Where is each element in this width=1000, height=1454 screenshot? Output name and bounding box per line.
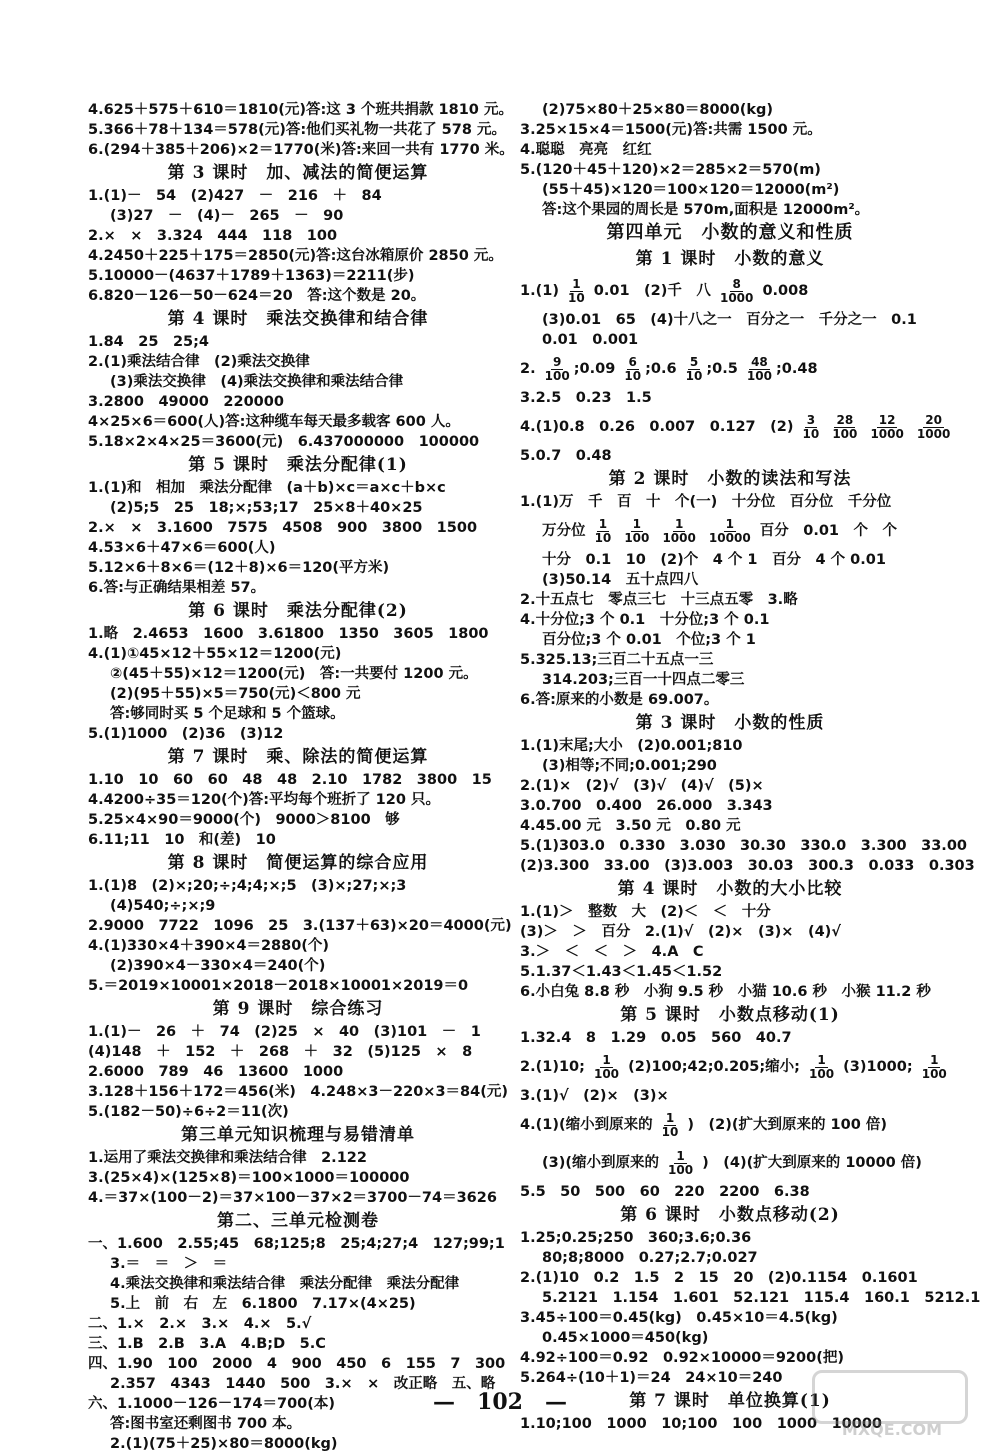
fraction-denominator: 100 bbox=[624, 530, 650, 545]
text-line: 5.18×2×4×25＝3600(元) 6.437000000 100000 bbox=[88, 434, 480, 450]
text-line: 4.625＋575＋610＝1810(元)答:这 3 个班共捐款 1810 元。 bbox=[88, 102, 513, 118]
text-line: 六、1.1000－126－174＝700(本) bbox=[88, 1396, 336, 1412]
text-line: 4.45.00 元 3.50 元 0.80 元 bbox=[520, 818, 741, 834]
fraction bbox=[807, 1054, 836, 1081]
text-line: 3.＝ ＝ ＞ ＝ bbox=[110, 1256, 228, 1272]
fraction-numerator: 1 bbox=[572, 276, 581, 291]
text-line: 2.(1)× (2)√ (3)√ (4)√ (5)× bbox=[520, 778, 764, 794]
text-line: 3.(25×4)×(125×8)＝100×1000＝100000 bbox=[88, 1170, 410, 1186]
section-heading: 第 4 课时 小数的大小比较 bbox=[617, 879, 843, 899]
unit-heading: 第四单元 小数的意义和性质 bbox=[606, 222, 854, 243]
text-line: (55＋45)×120＝100×120＝12000(m²) bbox=[542, 182, 840, 198]
text-line: 四、1.90 100 2000 4 900 450 6 155 7 300 bbox=[88, 1356, 506, 1372]
fraction bbox=[566, 278, 587, 305]
text-line: 1.略 2.4653 1600 3.61800 1350 3605 1800 bbox=[88, 626, 489, 642]
fraction-denominator: 100 bbox=[832, 426, 858, 441]
text-line bbox=[520, 1106, 940, 1144]
text-span: (3)(缩小到原来的 bbox=[542, 1155, 659, 1171]
section-heading: 第 4 课时 乘法交换律和结合律 bbox=[167, 309, 429, 329]
fraction-numerator: 1 bbox=[725, 516, 734, 531]
section-heading: 第 6 课时 小数点移动(2) bbox=[620, 1205, 840, 1225]
section-heading: 第 7 课时 乘、除法的简便运算 bbox=[167, 747, 429, 767]
text-line: (3)乘法交换律 (4)乘法交换律和乘法结合律 bbox=[110, 374, 404, 390]
text-span: (2)100;42;0.205;缩小; bbox=[628, 1059, 800, 1075]
fraction-numerator: 1 bbox=[598, 516, 608, 531]
fraction bbox=[543, 356, 572, 383]
text-line: 5.5 50 500 60 220 2200 6.38 bbox=[520, 1184, 810, 1200]
section-heading: 第 5 课时 乘法分配律(1) bbox=[188, 455, 408, 475]
left-column bbox=[88, 100, 514, 1454]
text-line: 4.(1)330×4＋390×4＝2880(个) bbox=[88, 938, 330, 954]
fraction bbox=[660, 1112, 681, 1139]
text-span: 2.(1)10; bbox=[520, 1059, 585, 1075]
text-line: 1.(1)末尾;大小 (2)0.001;810 bbox=[520, 738, 743, 754]
text-span: 万分位 bbox=[542, 523, 586, 539]
section-heading: 第二、三单元检测卷 bbox=[217, 1211, 379, 1231]
fraction bbox=[830, 414, 859, 441]
fraction-numerator: 48 bbox=[751, 354, 768, 369]
text-line: (3)50.14 五十点四八 bbox=[542, 572, 699, 588]
text-line: 5.2121 1.154 1.601 52.121 115.4 160.1 5212.1 bbox=[542, 1290, 981, 1306]
text-line: (3)相等;不同;0.001;290 bbox=[542, 758, 717, 774]
text-line: 3.45÷100＝0.45(kg) 0.45×10＝4.5(kg) bbox=[520, 1310, 838, 1326]
text-line: 4.53×6＋47×6＝600(人) bbox=[88, 540, 276, 556]
text-span: ;0.48 bbox=[775, 361, 818, 377]
fraction-numerator: 3 bbox=[806, 412, 816, 427]
fraction bbox=[622, 356, 643, 383]
text-line: 6.小白兔 8.8 秒 小狗 9.5 秒 小猫 10.6 秒 小猴 11.2 秒 bbox=[520, 984, 931, 1000]
text-line: 5.(182－50)÷6÷2＝11(次) bbox=[88, 1104, 289, 1120]
text-line: (2)390×4－330×4＝240(个) bbox=[110, 958, 326, 974]
text-line: 5.(120＋45＋120)×2＝285×2＝570(m) bbox=[520, 162, 821, 178]
text-line: (2)5;5 25 18;×;53;17 25×8＋40×25 bbox=[110, 500, 423, 516]
text-line: 4.92÷100＝0.92 0.92×10000＝9200(把) bbox=[520, 1350, 844, 1366]
fraction-numerator: 6 bbox=[628, 354, 637, 369]
text-span: ;0.09 bbox=[573, 361, 616, 377]
text-line: 4.(1)①45×12＋55×12＝1200(元) bbox=[88, 646, 342, 662]
section-heading: 第 8 课时 简便运算的综合应用 bbox=[167, 853, 429, 873]
text-span: 百分 0.01 个 个 bbox=[759, 523, 898, 539]
fraction-numerator: 1 bbox=[674, 516, 684, 531]
section-heading: 第 5 课时 小数点移动(1) bbox=[620, 1005, 840, 1025]
fraction-denominator: 10 bbox=[568, 290, 585, 305]
fraction-numerator: 1 bbox=[665, 1110, 675, 1125]
text-line: 2.× × 3.324 444 118 100 bbox=[88, 228, 338, 244]
text-line: 2.× × 3.1600 7575 4508 900 3800 1500 bbox=[88, 520, 478, 536]
text-line: 二、1.× 2.× 3.× 4.× 5.√ bbox=[88, 1316, 312, 1332]
text-line: 80;8;8000 0.27;2.7;0.027 bbox=[542, 1250, 758, 1266]
fraction-numerator: 8 bbox=[732, 276, 741, 291]
text-line: (3)0.01 65 (4)十八之一 百分之一 千分之一 0.1 bbox=[542, 312, 917, 328]
text-line: 2.357 4343 1440 500 3.× × 改正略 五、略 bbox=[110, 1376, 496, 1392]
fraction-denominator: 100 bbox=[809, 1066, 835, 1081]
text-line: 1.10 10 60 60 48 48 2.10 1782 3800 15 bbox=[88, 772, 492, 788]
fraction-denominator: 10000 bbox=[708, 530, 751, 545]
fraction bbox=[666, 1150, 695, 1177]
text-line: 4.聪聪 亮亮 红红 bbox=[520, 142, 652, 158]
text-line: 5.25×4×90＝9000(个) 9000＞8100 够 bbox=[88, 812, 400, 828]
text-line bbox=[520, 350, 940, 388]
text-line: 5.12×6＋8×6＝(12＋8)×6＝120(平方米) bbox=[88, 560, 390, 576]
text-line: 1.10;100 1000 10;100 100 1000 10000 bbox=[520, 1416, 883, 1432]
fraction bbox=[707, 518, 753, 545]
page-number: — 102 — bbox=[433, 1389, 567, 1415]
fraction-denominator: 10 bbox=[685, 368, 703, 383]
text-span: ) (2)(扩大到原来的 100 倍) bbox=[687, 1117, 887, 1133]
text-line: 1.(1)－ 54 (2)427 － 216 ＋ 84 bbox=[88, 188, 382, 204]
text-line: 4.十分位;3 个 0.1 十分位;3 个 0.1 bbox=[520, 612, 770, 628]
text-line: (2)(95＋55)×5＝750(元)＜800 元 bbox=[110, 686, 361, 702]
fraction-denominator: 100 bbox=[593, 1066, 620, 1081]
fraction-denominator: 1000 bbox=[870, 426, 904, 441]
watermark-text: MXQE.COM bbox=[841, 1420, 943, 1439]
text-line: 5.上 前 右 左 6.1800 7.17×(4×25) bbox=[110, 1296, 416, 1312]
text-line: 1.(1)万 千 百 十 个(一) 十分位 百分位 千分位 bbox=[520, 494, 892, 510]
text-line: 2.6000 789 46 13600 1000 bbox=[88, 1064, 344, 1080]
text-line bbox=[520, 1144, 940, 1182]
text-line: (3)27 － (4)－ 265 － 90 bbox=[110, 208, 344, 224]
text-line: 0.45×1000＝450(kg) bbox=[542, 1330, 709, 1346]
fraction bbox=[622, 518, 651, 545]
text-line: 6.答:原来的小数是 69.007。 bbox=[520, 692, 719, 708]
text-line: 5.(1)303.0 0.330 3.030 30.30 330.0 3.300 33.00 bbox=[520, 838, 967, 854]
fraction-denominator: 10 bbox=[624, 368, 642, 383]
text-line: (2)75×80＋25×80＝8000(kg) bbox=[542, 102, 773, 118]
fraction-denominator: 1000 bbox=[662, 530, 696, 545]
section-heading: 第 3 课时 加、减法的简便运算 bbox=[167, 163, 429, 183]
text-line: 三、1.B 2.B 3.A 4.B;D 5.C bbox=[88, 1336, 326, 1352]
fraction-denominator: 100 bbox=[746, 368, 772, 383]
text-line: 1.84 25 25;4 bbox=[88, 334, 210, 350]
text-line: 1.(1)和 相加 乘法分配律 (a＋b)×c＝a×c＋b×c bbox=[88, 480, 446, 496]
text-line: 3.25×15×4＝1500(元)答:共需 1500 元。 bbox=[520, 122, 822, 138]
watermark-box bbox=[812, 1370, 968, 1424]
text-line: 4.4200÷35＝120(个)答:平均每个班折了 120 只。 bbox=[88, 792, 440, 808]
section-heading: 第 9 课时 综合练习 bbox=[212, 999, 384, 1019]
text-span: (3)1000; bbox=[843, 1059, 913, 1075]
text-line: 一、1.600 2.55;45 68;125;8 25;4;27;4 127;99;1 bbox=[88, 1236, 505, 1252]
fraction-denominator: 100 bbox=[668, 1162, 694, 1177]
text-line: (4)148 ＋ 152 ＋ 268 ＋ 32 (5)125 × 8 bbox=[88, 1044, 473, 1060]
text-line: 3.0.700 0.400 26.000 3.343 bbox=[520, 798, 773, 814]
text-line: (4)540;÷;×;9 bbox=[110, 898, 216, 914]
text-line: 答:图书室还剩图书 700 本。 bbox=[110, 1416, 302, 1432]
text-line: 5.10000－(4637＋1789＋1363)＝2211(步) bbox=[88, 268, 415, 284]
text-line: 2.(1)10 0.2 1.5 2 15 20 (2)0.1154 0.1601 bbox=[520, 1270, 918, 1286]
section-heading: 第 1 课时 小数的意义 bbox=[635, 249, 825, 269]
text-line: 1.32.4 8 1.29 0.05 560 40.7 bbox=[520, 1030, 792, 1046]
fraction bbox=[745, 356, 774, 383]
text-span: 1.(1) bbox=[520, 283, 559, 299]
fraction-numerator: 20 bbox=[925, 412, 942, 427]
fraction-denominator: 100 bbox=[921, 1066, 947, 1081]
text-line bbox=[520, 408, 951, 446]
fraction-denominator: 10 bbox=[802, 426, 820, 441]
text-line: 6.11;11 10 和(差) 10 bbox=[88, 832, 276, 848]
text-line: 3.2800 49000 220000 bbox=[88, 394, 284, 410]
text-line: 百分位;3 个 0.01 个位;3 个 1 bbox=[542, 632, 756, 648]
text-line: 6.820－126－50－624＝20 答:这个数是 20。 bbox=[88, 288, 426, 304]
text-line: ②(45＋55)×12＝1200(元) 答:一共要付 1200 元。 bbox=[110, 666, 478, 682]
fraction-denominator: 100 bbox=[544, 368, 570, 383]
fraction-numerator: 5 bbox=[689, 354, 699, 369]
text-line: 0.01 0.001 bbox=[542, 332, 639, 348]
text-line: 4.乘法交换律和乘法结合律 乘法分配律 乘法分配律 bbox=[110, 1276, 460, 1292]
fraction-denominator: 10 bbox=[661, 1124, 679, 1139]
fraction bbox=[718, 278, 755, 305]
text-line: 4×25×6＝600(人)答:这种缆车每天最多载客 600 人。 bbox=[88, 414, 460, 430]
text-span: 4.(1)(缩小到原来的 bbox=[520, 1117, 653, 1133]
section-heading: 第三单元知识梳理与易错清单 bbox=[181, 1125, 415, 1145]
text-line bbox=[520, 272, 940, 310]
text-line: 5.1.37＜1.43＜1.45＜1.52 bbox=[520, 964, 723, 980]
fraction bbox=[915, 414, 952, 441]
text-line: 5.325.13;三百二十五点一三 bbox=[520, 652, 714, 668]
text-span: ;0.6 bbox=[645, 361, 677, 377]
fraction bbox=[920, 1054, 949, 1081]
fraction bbox=[592, 1054, 621, 1081]
text-line: 6.(294＋385＋206)×2＝1770(米)答:来回一共有 1770 米。 bbox=[88, 142, 514, 158]
fraction-numerator: 1 bbox=[602, 1052, 611, 1067]
fraction bbox=[801, 414, 822, 441]
text-line: 1.(1)＞ 整数 大 (2)＜ ＜ 十分 bbox=[520, 904, 771, 920]
text-line: 4.2450＋225＋175＝2850(元)答:这台冰箱原价 2850 元。 bbox=[88, 248, 503, 264]
text-line: 314.203;三百一十四点二零三 bbox=[542, 672, 745, 688]
text-line: 答:够同时买 5 个足球和 5 个篮球。 bbox=[110, 706, 345, 722]
text-line: (2)3.300 33.00 (3)3.003 30.03 300.3 0.033 0.303 bbox=[520, 858, 975, 874]
text-line: 5.264÷(10＋1)＝24 24×10＝240 bbox=[520, 1370, 783, 1386]
fraction bbox=[660, 518, 697, 545]
right-column bbox=[520, 100, 981, 1434]
fraction-numerator: 12 bbox=[878, 412, 896, 427]
fraction-numerator: 28 bbox=[836, 412, 854, 427]
text-line: 5.366＋78＋134＝578(元)答:他们买礼物一共花了 578 元。 bbox=[88, 122, 506, 138]
text-line: 1.25;0.25;250 360;3.6;0.36 bbox=[520, 1230, 752, 1246]
text-span: 0.008 bbox=[762, 283, 809, 299]
fraction-denominator: 1000 bbox=[916, 426, 951, 441]
section-heading: 第 7 课时 单位换算(1) bbox=[629, 1391, 831, 1411]
text-span: 4.(1)0.8 0.26 0.007 0.127 (2) bbox=[520, 419, 794, 435]
text-line: 2.9000 7722 1096 25 3.(137＋63)×20＝4000(元) bbox=[88, 918, 512, 934]
section-heading: 第 3 课时 小数的性质 bbox=[635, 713, 825, 733]
text-line: 5.(1)1000 (2)36 (3)12 bbox=[88, 726, 284, 742]
text-line bbox=[520, 512, 940, 550]
fraction bbox=[868, 414, 905, 441]
text-line: 5.0.7 0.48 bbox=[520, 448, 612, 464]
text-span: ;0.5 bbox=[706, 361, 738, 377]
text-line: 十分 0.1 10 (2)个 4 个 1 百分 4 个 0.01 bbox=[542, 552, 886, 568]
text-line: 6.答:与正确结果相差 57。 bbox=[88, 580, 266, 596]
fraction-numerator: 1 bbox=[676, 1148, 685, 1163]
fraction bbox=[684, 356, 705, 383]
text-line: 3.＞ ＜ ＜ ＞ 4.A C bbox=[520, 944, 704, 960]
text-span: 0.01 (2)千 八 bbox=[593, 283, 711, 299]
fraction-denominator: 1000 bbox=[719, 290, 754, 305]
text-line: 2.(1)(75＋25)×80＝8000(kg) bbox=[110, 1436, 338, 1452]
watermark-logo bbox=[812, 1370, 972, 1440]
fraction bbox=[593, 518, 614, 545]
text-line: 3.128＋156＋172＝456(米) 4.248×3－220×3＝84(元) bbox=[88, 1084, 508, 1100]
text-line: 1.运用了乘法交换律和乘法结合律 2.122 bbox=[88, 1150, 367, 1166]
text-line: 4.＝37×(100－2)＝37×100－37×2＝3700－74＝3626 bbox=[88, 1190, 497, 1206]
section-heading: 第 6 课时 乘法分配律(2) bbox=[188, 601, 408, 621]
fraction-numerator: 1 bbox=[930, 1052, 939, 1067]
fraction-numerator: 9 bbox=[553, 354, 562, 369]
text-line bbox=[520, 1048, 947, 1086]
text-line: 2.(1)乘法结合律 (2)乘法交换律 bbox=[88, 354, 310, 370]
section-heading: 第 2 课时 小数的读法和写法 bbox=[608, 469, 852, 489]
text-line: 1.(1)8 (2)×;20;÷;4;4;×;5 (3)×;27;×;3 bbox=[88, 878, 407, 894]
text-line: 3.2.5 0.23 1.5 bbox=[520, 390, 652, 406]
text-span: ) (4)(扩大到原来的 10000 倍) bbox=[702, 1155, 922, 1171]
text-line: 5.＝2019×10001×2018－2018×10001×2019＝0 bbox=[88, 978, 469, 994]
fraction-numerator: 1 bbox=[632, 516, 642, 531]
fraction-denominator: 10 bbox=[594, 530, 612, 545]
text-span: 2. bbox=[520, 361, 536, 377]
text-line: (3)＞ ＞ 百分 2.(1)√ (2)× (3)× (4)√ bbox=[520, 924, 841, 940]
text-line: 2.十五点七 零点三七 十三点五零 3.略 bbox=[520, 592, 798, 608]
text-line: 答:这个果园的周长是 570m,面积是 12000m²。 bbox=[542, 202, 870, 218]
fraction-numerator: 1 bbox=[817, 1052, 826, 1067]
text-line: 1.(1)－ 26 ＋ 74 (2)25 × 40 (3)101 － 1 bbox=[88, 1024, 481, 1040]
text-line: 3.(1)√ (2)× (3)× bbox=[520, 1088, 669, 1104]
